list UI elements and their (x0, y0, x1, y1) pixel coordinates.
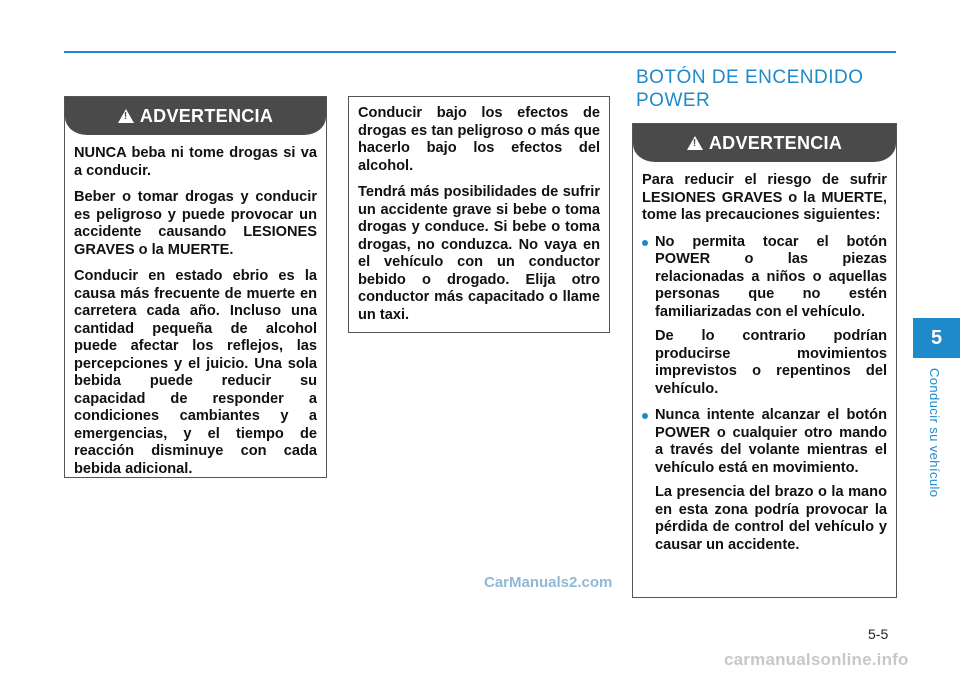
warning-intro: Para reducir el riesgo de sufrir LESIONES GRAVES o la MUERTE, tome las precauciones siguientes: (642, 172, 887, 223)
watermark-link[interactable]: CarManuals2.com (484, 574, 613, 591)
warning-continuation-box (348, 96, 610, 333)
footer-watermark: carmanualsonline.info (724, 650, 909, 669)
continuation-paragraph: Conducir bajo los efectos de drogas es tan peligroso o más que hacerlo bajo los efectos del alcohol. (358, 105, 600, 174)
continuation-paragraph: Tendrá más posibilidades de sufrir un accidente grave si bebe o toma drogas y conduce. Si bebe o toma drogas, no conduzca. No vaya en el vehículo con un conductor bebido o drogado. Elija otro conductor más capacitado o llame un taxi. (358, 184, 600, 323)
list-item (642, 234, 887, 399)
warning-triangle-icon (687, 136, 703, 150)
header-rule (64, 51, 896, 53)
chapter-label: Conducir su vehículo (927, 368, 942, 498)
bullet-dot-icon (642, 240, 648, 246)
bullet-dot-icon (642, 413, 648, 419)
warning-paragraph: Beber o tomar drogas y conducir es peligroso y puede provocar un accidente causando LESIONES GRAVES o la MUERTE. (74, 189, 317, 258)
warning-header (633, 124, 896, 162)
bullet-text: Nunca intente alcanzar el botón POWER o cualquier otro mando a través del volante mientras el vehículo está en movimiento. (655, 407, 887, 476)
page-number: 5-5 (868, 626, 889, 642)
warning-box-power-button (632, 123, 897, 598)
warning-box-drugs-alcohol (64, 96, 327, 478)
section-title-line: POWER (636, 90, 711, 111)
warning-bullet-list (642, 234, 887, 555)
warning-title: ADVERTENCIA (139, 106, 274, 126)
section-title (636, 66, 864, 112)
chapter-tab: 5 (913, 318, 960, 358)
warning-title: ADVERTENCIA (708, 133, 843, 153)
warning-paragraph: NUNCA beba ni tome drogas si va a conducir. (74, 145, 317, 179)
warning-triangle-icon (118, 109, 134, 123)
warning-body (65, 135, 326, 491)
section-title-line: BOTÓN DE ENCENDIDO (636, 67, 864, 88)
bullet-subtext: La presencia del brazo o la mano en esta zona podría provocar la pérdida de control del vehículo y causar un accidente. (655, 484, 887, 553)
warning-body (633, 162, 896, 567)
warning-header (65, 97, 326, 135)
warning-paragraph: Conducir en estado ebrio es la causa más frecuente de muerte en carretera cada año. Incluso una cantidad pequeña de alcohol puede afectar los reflejos, las percepciones y el juicio. Una sola bebida puede reducir su capacidad de responder a condiciones cambiantes y a emergencias, y el tiempo de reacción disminuye con cada bebida adicional. (74, 268, 317, 477)
bullet-text: No permita tocar el botón POWER o las piezas relacionadas a niños o aquellas personas que no estén familiarizadas con el vehículo. (655, 233, 887, 320)
list-item (642, 407, 887, 554)
bullet-subtext: De lo contrario podrían producirse movimientos imprevistos o repentinos del vehículo. (655, 328, 887, 397)
